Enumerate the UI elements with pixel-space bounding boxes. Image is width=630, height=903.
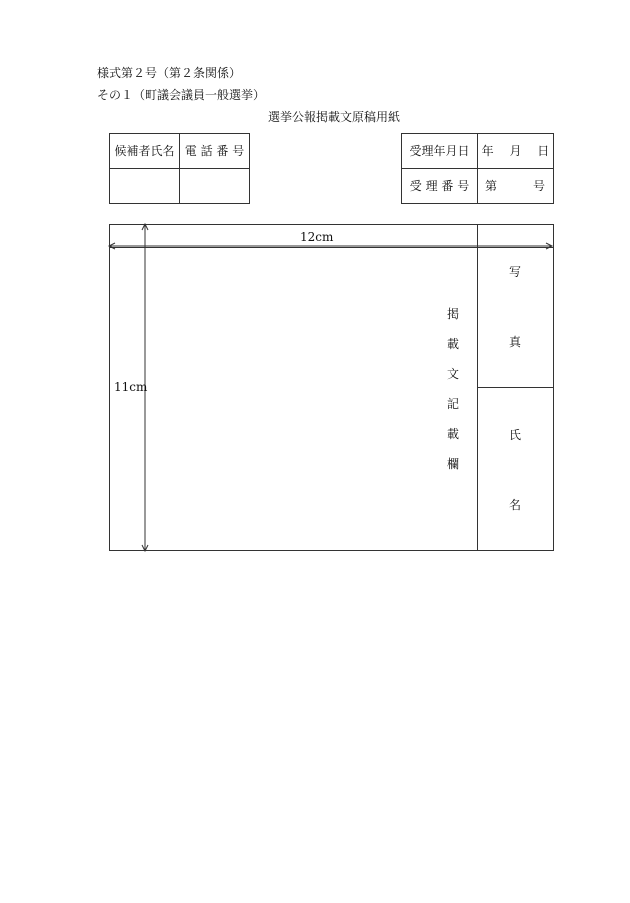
receipt-number-prefix: 第 (485, 179, 498, 193)
column-label-char: 欄 (446, 457, 459, 471)
form-subtitle: その１（町議会議員一般選挙） (97, 88, 266, 102)
receipt-number-label: 受 理 番 号 (409, 179, 470, 193)
phone-number-label: 電 話 番 号 (184, 144, 245, 158)
name-label-char: 名 (508, 498, 521, 512)
column-label-char: 文 (446, 367, 459, 381)
receipt-number-suffix: 号 (533, 179, 546, 193)
column-label-char: 掲 (446, 307, 459, 321)
width-dimension-label: 12cm (300, 230, 334, 244)
photo-label-char: 写 (508, 265, 521, 279)
column-label-char: 載 (446, 337, 459, 351)
page-title: 選挙公報掲載文原稿用紙 (268, 110, 401, 124)
name-label-char: 氏 (508, 428, 521, 442)
form-number: 様式第２号（第２条関係） (97, 66, 242, 80)
receipt-date-label: 受理年月日 (409, 144, 470, 158)
column-label-char: 載 (446, 427, 459, 441)
receipt-date-field[interactable]: 年 月 日 (481, 144, 550, 158)
photo-label-char: 真 (508, 335, 521, 349)
height-dimension-label: 11cm (114, 380, 148, 394)
manuscript-writing-field[interactable] (146, 248, 476, 550)
candidate-name-label: 候補者氏名 (114, 144, 175, 158)
name-box[interactable] (478, 388, 553, 550)
column-label-char: 記 (446, 397, 459, 411)
